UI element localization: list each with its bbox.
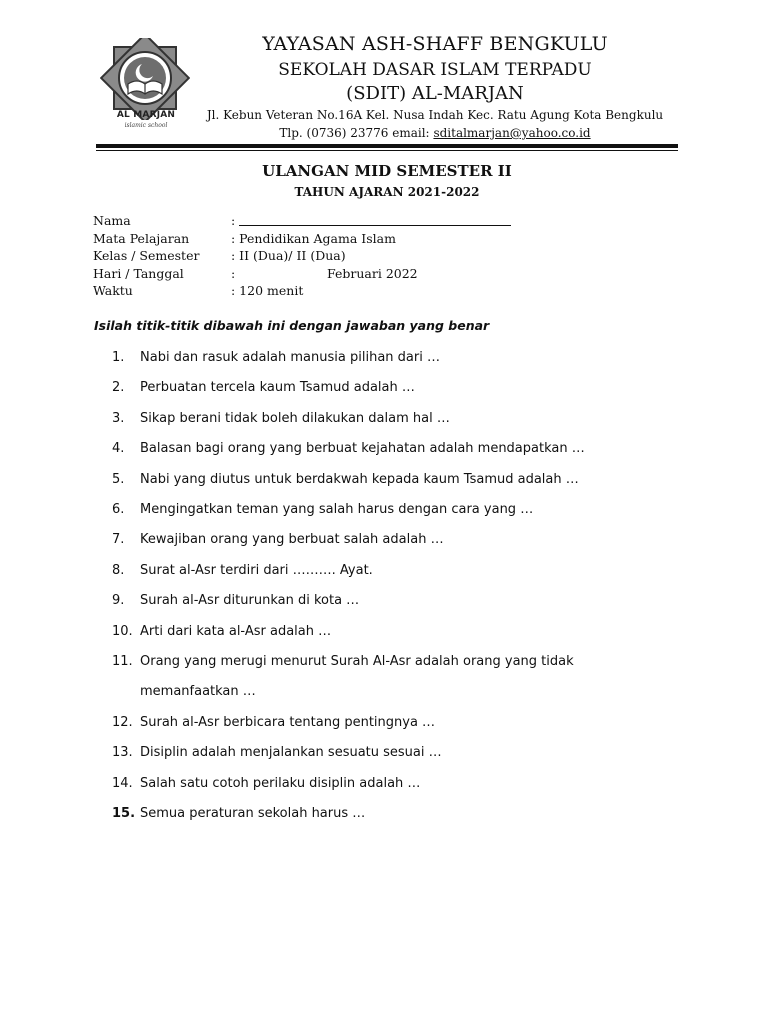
question-number: 14. [112, 775, 133, 791]
exam-title: ULANGAN MID SEMESTER II [262, 162, 512, 180]
question-text: Mengingatkan teman yang salah harus dengan cara yang … [140, 502, 534, 518]
letterhead-divider-thin [96, 150, 678, 151]
question-item [112, 617, 672, 647]
name-colon: : [231, 213, 236, 228]
school-phone: Tlp. (0736) 23776 email: [279, 126, 430, 140]
question-text: Nabi dan rasuk adalah manusia pilihan dari … [140, 350, 440, 365]
question-number: 13. [112, 745, 133, 761]
class-label: Kelas / Semester [93, 248, 200, 263]
question-item [112, 586, 672, 616]
time-value: : 120 menit [231, 283, 304, 298]
date-colon: : [231, 265, 236, 281]
student-identity [93, 212, 553, 300]
star-book-logo-icon [100, 38, 190, 120]
class-value: : II (Dua)/ II (Dua) [231, 248, 346, 263]
question-item [112, 495, 672, 525]
question-item [112, 434, 672, 464]
question-text: Nabi yang diutus untuk berdakwah kepada kaum Tsamud adalah … [140, 471, 579, 487]
school-contact [192, 125, 678, 141]
question-text: Salah satu cotoh perilaku disiplin adalah … [140, 775, 421, 791]
subject-value: : Pendidikan Agama Islam [231, 230, 396, 246]
question-item [112, 647, 672, 708]
question-text: Arti dari kata al-Asr adalah … [140, 623, 332, 639]
question-item [112, 738, 672, 768]
question-item [112, 708, 672, 738]
question-text: Semua peraturan sekolah harus … [140, 806, 366, 822]
letterhead-text [192, 30, 678, 141]
question-text: Surah al-Asr berbicara tentang pentingnya … [140, 714, 436, 730]
question-item [112, 373, 672, 403]
time-label: Waktu [93, 283, 133, 298]
identity-row-time [93, 282, 553, 300]
question-number: 1. [112, 350, 125, 365]
logo-name: AL MARJAN [116, 110, 176, 120]
question-list [112, 343, 672, 830]
question-item [112, 343, 672, 373]
exam-title-block [96, 160, 678, 202]
name-blank-line[interactable] [239, 225, 511, 226]
identity-row-name [93, 212, 553, 230]
identity-row-class [93, 247, 553, 265]
question-number: 10. [112, 623, 133, 639]
question-number: 7. [112, 532, 125, 548]
question-item [112, 404, 672, 434]
school-name: SEKOLAH DASAR ISLAM TERPADU [278, 60, 592, 80]
question-number: 15. [112, 806, 136, 822]
question-text: Perbuatan tercela kaum Tsamud adalah … [140, 380, 415, 396]
question-item [112, 556, 672, 586]
question-number: 5. [112, 471, 125, 487]
instruction-text: Isilah titik-titik dibawah ini dengan jawaban yang benar [94, 318, 490, 333]
name-label: Nama [93, 213, 131, 228]
question-text: Surah al-Asr diturunkan di kota … [140, 593, 360, 609]
question-number: 4. [112, 441, 125, 457]
question-item [112, 465, 672, 495]
question-number: 6. [112, 502, 125, 518]
academic-year: TAHUN AJARAN 2021-2022 [294, 185, 480, 199]
question-number: 2. [112, 380, 125, 396]
question-item [112, 769, 672, 799]
question-number: 8. [112, 562, 125, 578]
letterhead [96, 30, 678, 148]
question-text: Sikap berani tidak boleh dilakukan dalam hal … [140, 410, 450, 426]
logo-subtitle: islamic school [124, 122, 168, 129]
school-abbreviation: (SDIT) AL-MARJAN [346, 83, 524, 104]
question-item [112, 799, 672, 829]
date-label: Hari / Tanggal [93, 265, 184, 281]
subject-label: Mata Pelajaran [93, 230, 190, 246]
question-number: 12. [112, 714, 133, 730]
question-number: 9. [112, 593, 125, 609]
school-address: Jl. Kebun Veteran No.16A Kel. Nusa Indah Kec. Ratu Agung Kota Bengkulu [206, 108, 664, 122]
question-text: Surat al-Asr terdiri dari ………. Ayat. [140, 562, 373, 578]
question-text: Balasan bagi orang yang berbuat kejahatan adalah mendapatkan … [140, 441, 585, 457]
question-text: Orang yang merugi menurut Surah Al-Asr adalah orang yang tidak memanfaatkan … [140, 654, 574, 700]
letterhead-divider-thick [96, 144, 678, 148]
question-number: 3. [112, 410, 125, 426]
question-text: Disiplin adalah menjalankan sesuatu sesuai … [140, 745, 442, 761]
foundation-name: YAYASAN ASH-SHAFF BENGKULU [262, 33, 608, 55]
question-text: Kewajiban orang yang berbuat salah adalah … [140, 532, 444, 548]
date-month: Februari 2022 [327, 265, 418, 281]
school-email-link[interactable]: sditalmarjan@yahoo.co.id [433, 126, 591, 140]
question-item [112, 525, 672, 555]
identity-row-subject [93, 230, 553, 248]
question-number: 11. [112, 654, 133, 670]
identity-row-date [93, 265, 553, 283]
